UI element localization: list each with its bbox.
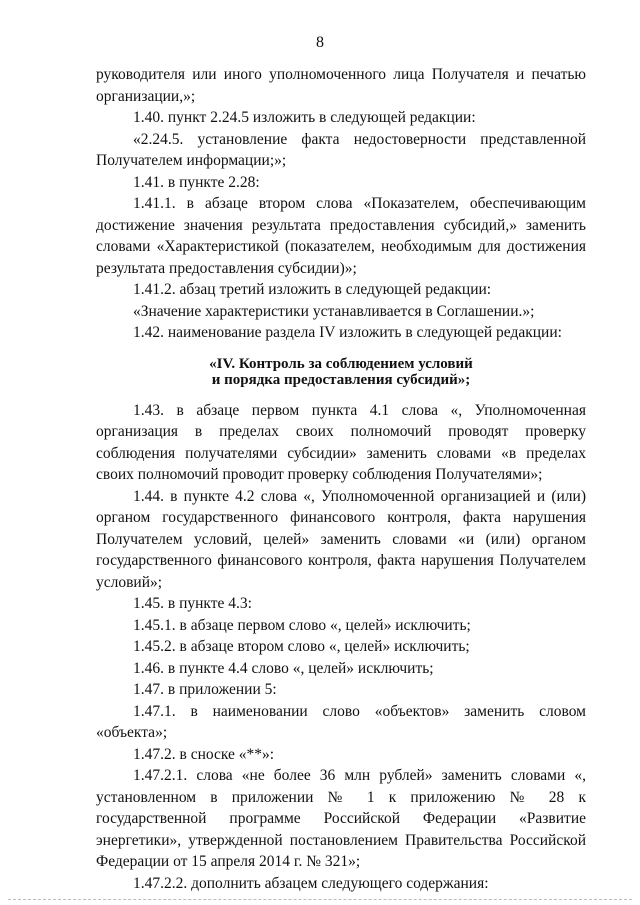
section-heading-line-2: и порядка предоставления субсидий»; bbox=[211, 371, 471, 388]
page-bottom-edge bbox=[8, 899, 632, 900]
paragraph: 1.46. в пункте 4.4 слово «, целей» исключить; bbox=[133, 659, 434, 677]
paragraph: 1.45. в пункте 4.3: bbox=[133, 595, 252, 612]
amendments-block-bottom bbox=[96, 400, 586, 895]
paragraph: 1.40. пункт 2.24.5 изложить в следующей редакции: bbox=[133, 109, 476, 126]
paragraph: 1.47.1. в наименовании слово «объектов» заменить словом «объекта»; bbox=[96, 702, 586, 741]
paragraph: руководителя или иного уполномоченного лица Получателя и печатью организации,»; bbox=[96, 66, 586, 105]
paragraph: «Значение характеристики устанавливается в Соглашении.»; bbox=[133, 302, 535, 320]
paragraph: 1.47.2. в сноске «**»: bbox=[133, 745, 275, 763]
page-number: 8 bbox=[316, 34, 324, 51]
paragraph: 1.47.2.1. слова «не более 36 млн рублей» заменить словами «, установленном в приложении № 1 к приложению № 28 к государственной программе Российской Федерации «Развитие энергетики», утвержденной постановлением Правительства Российской Федерации от 15 апреля 2014 г. № 321»; bbox=[96, 767, 586, 870]
section-heading-line-1: «IV. Контроль за соблюдением условий bbox=[209, 355, 473, 372]
document-body bbox=[96, 64, 586, 894]
paragraph: 1.42. наименование раздела IV изложить в следующей редакции: bbox=[133, 324, 562, 341]
paragraph: 1.47. в приложении 5: bbox=[133, 681, 277, 698]
paragraph: 1.41.1. в абзаце втором слова «Показателем, обеспечивающим достижение значения результата предоставления субсидий,» заменить словами «Характеристикой (показателем, необходимым для достижения результата предоставления субсидии)»; bbox=[96, 195, 586, 277]
section-heading bbox=[96, 356, 586, 388]
paragraph: 1.41.2. абзац третий изложить в следующей редакции: bbox=[133, 281, 492, 298]
paragraph: 1.45.1. в абзаце первом слово «, целей» исключить; bbox=[133, 616, 471, 634]
amendments-block-top bbox=[96, 64, 586, 344]
paragraph: 1.43. в абзаце первом пункта 4.1 слова «, Уполномоченная организация в пределах своих полномочий проводят проверку соблюдения получателями субсидии» заменить словами «в пределах своих полномочий проводит проверку соблюдения Получателями»; bbox=[96, 401, 586, 483]
paragraph: 1.47.2.2. дополнить абзацем следующего содержания: bbox=[133, 874, 489, 892]
paragraph: «2.24.5. установление факта недостоверности представленной Получателем информации;»; bbox=[96, 130, 586, 169]
paragraph: 1.45.2. в абзаце втором слово «, целей» исключить; bbox=[133, 638, 470, 655]
paragraph: 1.41. в пункте 2.28: bbox=[133, 173, 260, 191]
paragraph: 1.44. в пункте 4.2 слова «, Уполномоченной организацией и (или) органом государственного финансового контроля, факта нарушения Получателем условий, целей» заменить словами «и (или) органом государственного финансового контроля, факта нарушения Получателем условий»; bbox=[96, 487, 586, 591]
